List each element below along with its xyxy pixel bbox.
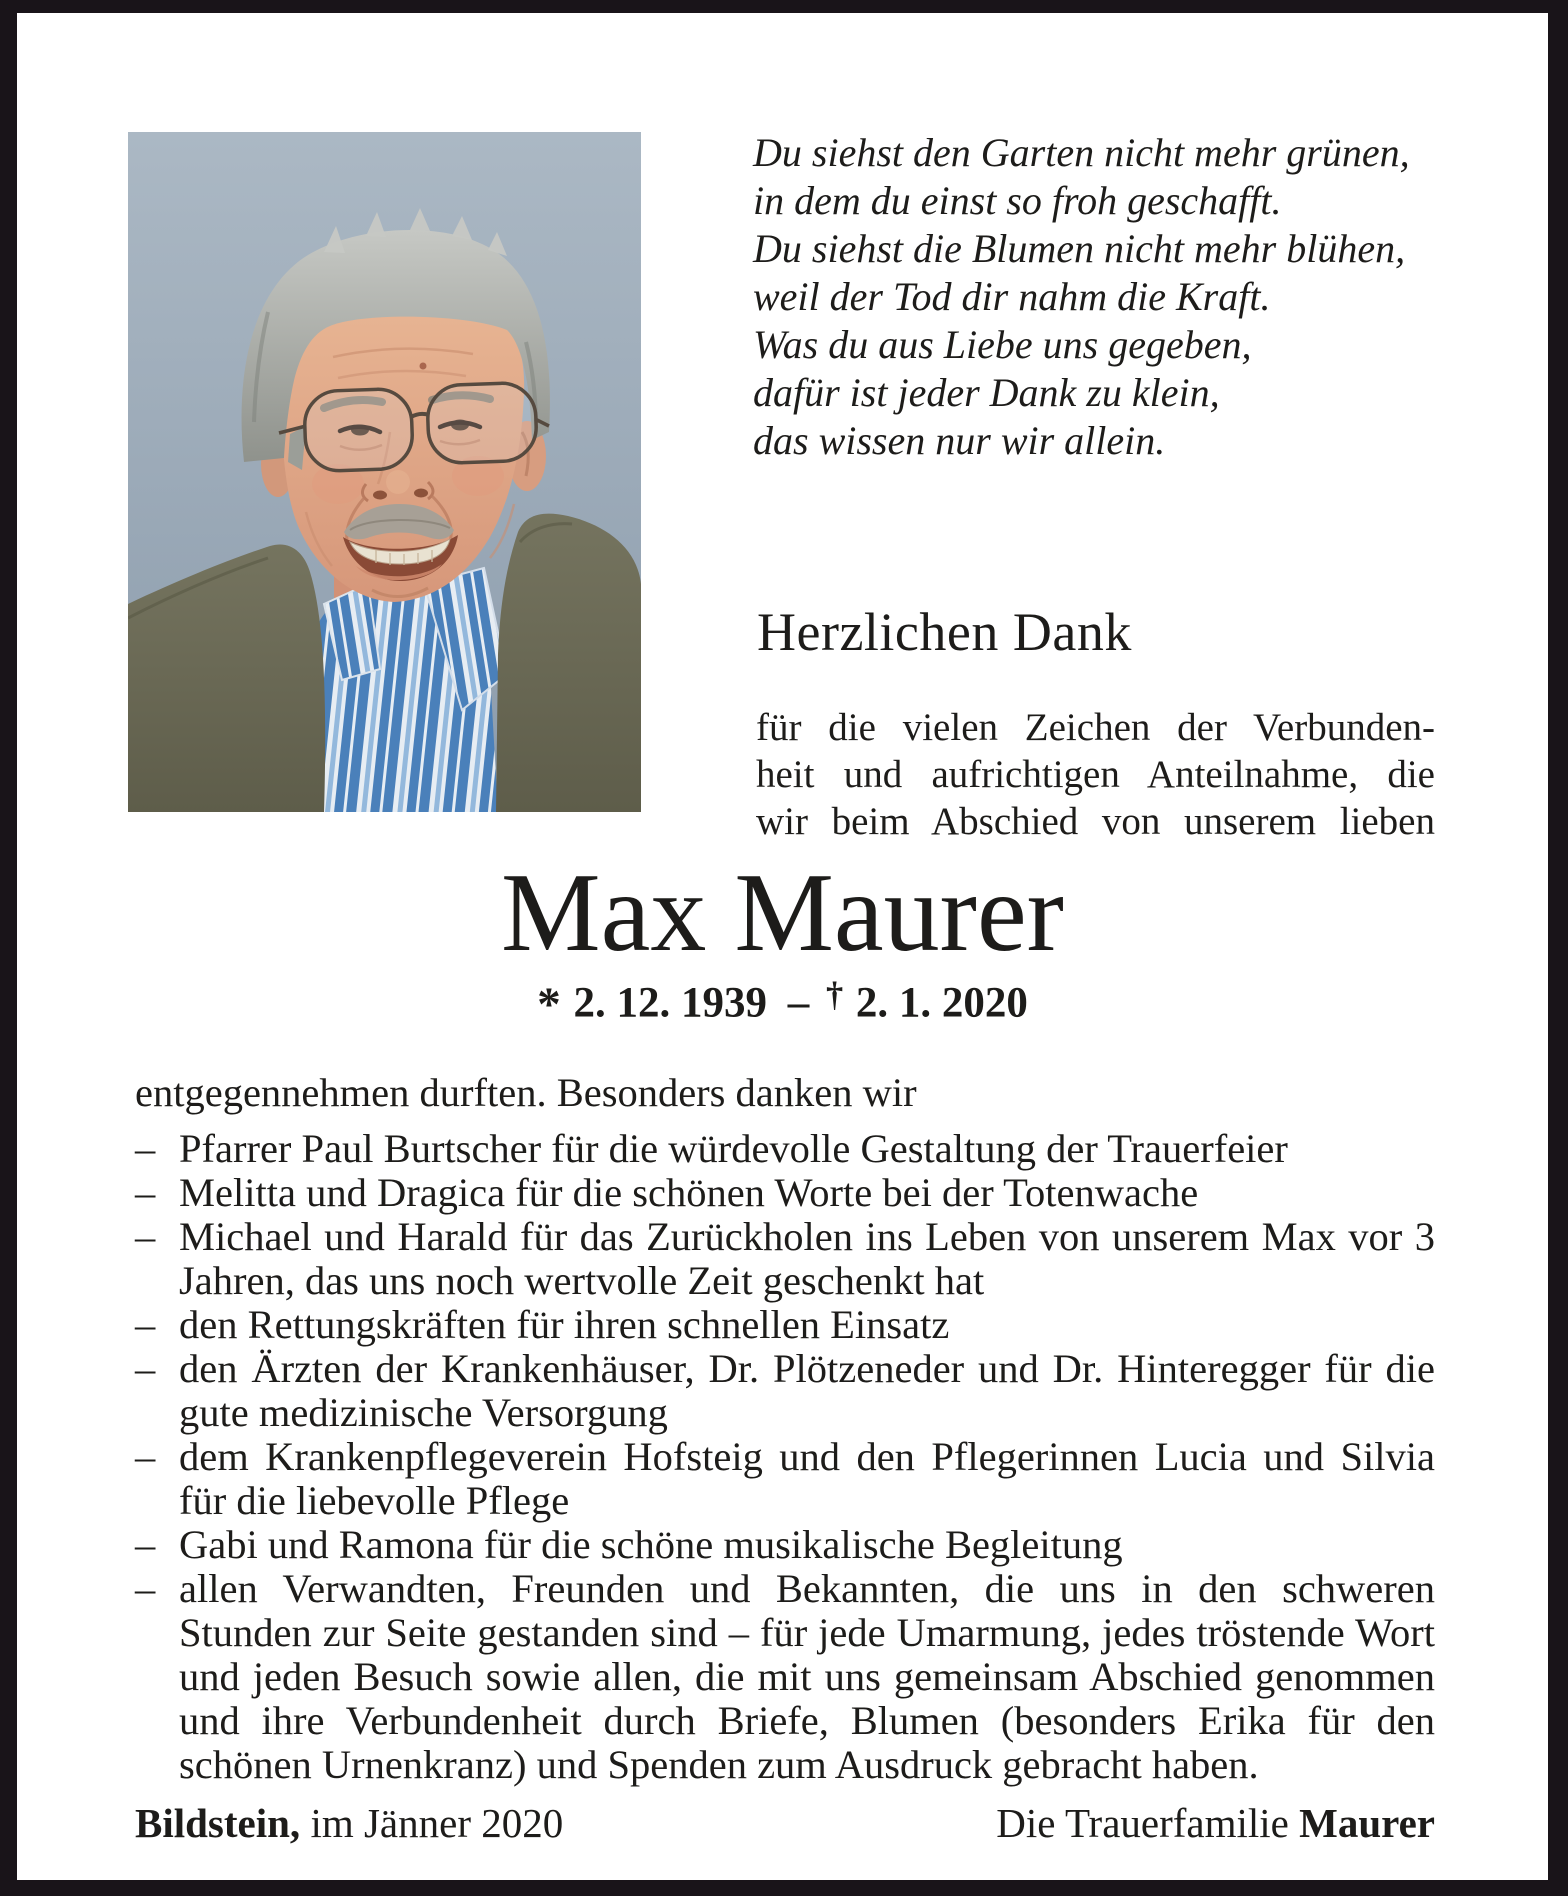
obituary-content (17, 13, 1548, 1880)
thanks-list-item (135, 1215, 1435, 1303)
birth-star-symbol: * (537, 979, 563, 1032)
thanks-list-item (135, 1347, 1435, 1435)
thanks-list-item-text: Melitta und Dragica für die schönen Worte bei der Totenwache (179, 1170, 1199, 1215)
footer-place-date (135, 1799, 563, 1847)
thanks-list-item-text: Gabi und Ramona für die schöne musikalische Begleitung (179, 1522, 1123, 1567)
memorial-poem (753, 129, 1410, 465)
thanks-list-item-text: Michael und Harald für das Zurückholen ins Leben von unserem Max vor 3 Jahren, das uns noch wertvolle Zeit geschenkt hat (179, 1214, 1435, 1303)
portrait-photo (128, 132, 641, 812)
poem-line: weil der Tod dir nahm die Kraft. (753, 274, 1271, 319)
thanks-list-item (135, 1127, 1435, 1171)
thanks-list-item (135, 1567, 1435, 1787)
footer (135, 1799, 1435, 1847)
portrait-photo-illustration (128, 132, 641, 812)
birth-date: 2. 12. 1939 (573, 979, 767, 1027)
thanks-list-item-text: den Rettungskräften für ihren schnellen Einsatz (179, 1302, 950, 1347)
thanks-list (135, 1127, 1435, 1787)
intro-line: für die vielen Zeichen der Verbunden- (756, 706, 1435, 749)
list-dash: – (135, 1522, 156, 1567)
thanks-list-item-text: Pfarrer Paul Burtscher für die würdevolle Gestaltung der Trauerfeier (179, 1126, 1288, 1171)
list-dash: – (135, 1434, 156, 1479)
list-dash: – (135, 1214, 156, 1259)
thanks-list-item-text: dem Krankenpflegeverein Hofsteig und den Pflegerinnen Lucia und Silvia für die liebevolle Pflege (179, 1434, 1435, 1523)
deceased-name: Max Maurer (501, 851, 1064, 975)
intro-line: wir beim Abschied von unserem lieben (756, 800, 1435, 843)
footer-family-name: Maurer (1299, 1800, 1435, 1846)
poem-line: Du siehst die Blumen nicht mehr blühen, (753, 226, 1406, 271)
thanks-list-item-text: den Ärzten der Krankenhäuser, Dr. Plötzeneder und Dr. Hinteregger für die gute medizinische Versorgung (179, 1346, 1435, 1435)
thanks-list-item-text: allen Verwandten, Freunden und Bekannten, die uns in den schweren Stunden zur Seite gestanden sind – für jede Umarmung, jedes tröstende Wort und jeden Besuch sowie allen, die mit uns gemeinsam Abschied genommen und ihre Verbundenheit durch Briefe, Blumen (besonders Erika für den schönen Urnenkranz) und Spenden zum Ausdruck gebracht haben. (179, 1566, 1435, 1787)
footer-family (996, 1799, 1435, 1847)
thanks-intro-paragraph (756, 704, 1435, 845)
list-dash: – (135, 1170, 156, 1215)
photo-shirt (312, 568, 507, 812)
poem-line: dafür ist jeder Dank zu klein, (753, 370, 1220, 415)
poem-line: Du siehst den Garten nicht mehr grünen, (753, 130, 1410, 175)
poem-line: in dem du einst so froh geschafft. (753, 178, 1282, 223)
list-dash: – (135, 1346, 156, 1391)
footer-date: im Jänner 2020 (310, 1800, 564, 1846)
intro-line: heit und aufrichtigen Anteilnahme, die (756, 753, 1435, 796)
death-dagger-symbol: † (825, 976, 846, 1014)
thanks-list-item (135, 1171, 1435, 1215)
thanks-list-item (135, 1435, 1435, 1523)
death-date: 2. 1. 2020 (855, 979, 1028, 1027)
dates-separator: – (787, 979, 810, 1027)
thanks-heading: Herzlichen Dank (757, 602, 1132, 662)
footer-place: Bildstein, (135, 1800, 301, 1846)
poem-line: Was du aus Liebe uns gegeben, (753, 322, 1252, 367)
poem-line: das wissen nur wir allein. (753, 418, 1166, 463)
thanks-list-item (135, 1523, 1435, 1567)
footer-family-prefix: Die Trauerfamilie (996, 1800, 1289, 1846)
thanks-body-intro: entgegennehmen durften. Besonders danken wir (135, 1070, 917, 1115)
thanks-list-item (135, 1303, 1435, 1347)
list-dash: – (135, 1302, 156, 1347)
list-dash: – (135, 1566, 156, 1611)
list-dash: – (135, 1126, 156, 1171)
life-dates (17, 976, 1548, 1032)
